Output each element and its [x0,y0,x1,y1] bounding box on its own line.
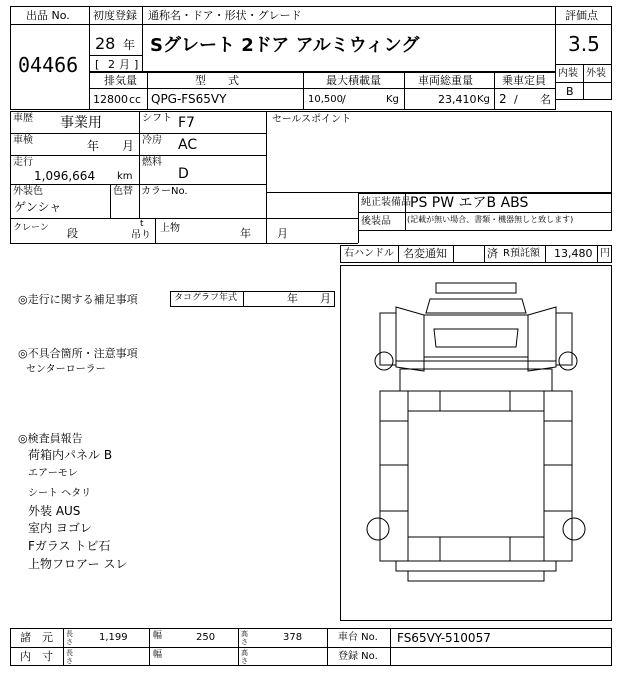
inner-height-label: 高さ [241,649,248,665]
reg-label: 登録 No. [338,651,378,662]
divider [89,24,556,25]
displacement: 12800 [93,93,128,106]
mileage-unit: km [117,171,133,182]
body-box-line [396,561,556,571]
defect-item: センターローラー [26,364,106,375]
reg-year: 28 [95,34,116,53]
body-box [380,391,572,561]
inner-length-label: 長さ [66,649,73,665]
lot-no: 04466 [18,53,79,77]
score-label: 評価点 [565,9,598,22]
divider [243,291,244,307]
equipment: PS PW エアB ABS [410,195,529,211]
fuel-label: 燃料 [142,157,162,168]
chassis: FS65VY-510057 [397,631,491,645]
aftermarket-label: 後装品 [361,216,391,227]
fuel: D [178,166,189,182]
inspector-item: 荷箱内パネル B [28,448,113,462]
recycle-amount: 13,480 [554,247,593,260]
divider [238,628,239,666]
height: 378 [283,632,303,643]
ext-color-label: 外装色 [13,186,43,197]
handle: 右ハンドル [344,248,394,259]
body-year: 年 [240,227,251,240]
displacement-label: 排気量 [104,74,137,87]
divider [63,628,64,666]
ac: AC [178,137,198,153]
capacity-unit: 名 [540,93,551,106]
cab-windshield [424,315,528,357]
interior-label: 内装 [558,68,578,79]
color-no-label: 色替 [113,186,133,197]
body-box-line [440,537,510,561]
defects-title: ◎不具合箇所・注意事項 [18,347,138,360]
mileage: 1,096,664 [34,169,96,183]
score: 3.5 [568,32,600,56]
crane-hoist: 吊り [131,230,151,241]
length-label: 長さ [66,630,73,646]
recycle-label: R預託額 [503,248,540,259]
model-code: QPG-FS65VY [151,92,227,106]
cab-front [556,313,572,365]
divider [89,88,556,89]
recycle-unit: 円 [600,248,610,259]
inspector-item: 室内 ヨゴレ [28,521,92,535]
body-box-inner [408,391,544,561]
divider [494,72,495,110]
crane-label: クレーン [13,223,49,233]
color-code-label: カラーNo. [141,186,188,197]
divider [10,24,90,25]
divider [147,72,148,110]
divider [358,218,359,243]
width-label: 幅 [153,631,163,641]
max-load-unit: Kg [386,94,399,105]
mirror-left [375,352,393,370]
divider [484,245,485,263]
crane-stage: 段 [67,227,78,240]
divider [555,24,612,25]
divider [149,628,150,666]
body-label: 上物 [160,223,180,234]
divider [453,245,454,263]
tacho-label: タコグラフ年式 [174,293,238,303]
reg-month-unit: 月 [119,58,130,71]
history-label: 車歴 [13,113,33,124]
shift: F7 [178,115,195,131]
gross-weight-label: 車両総重量 [418,74,473,87]
inspection-label: 車検 [13,135,33,146]
model-label: 通称名・ドア・形状・グレード [148,9,302,22]
divider [10,218,267,219]
tacho-year: 年 [287,292,298,305]
inspection-month: 月 [122,139,135,153]
lot-no-label: 出品 No. [26,9,70,22]
divider [266,243,358,244]
reg-month: 2 [108,58,115,71]
divider [358,212,612,213]
exterior-label: 外装 [586,68,606,79]
body-box-line [440,391,510,411]
mileage-label: 走行 [13,157,33,168]
capacity: 2 [499,92,507,106]
max-load-label: 最大積載量 [326,74,381,87]
divider [327,628,328,666]
wheel-rear-left [367,518,389,540]
inner-label: 内 寸 [20,650,53,663]
inspector-item: Fガラス トビ石 [28,539,111,553]
reg-year-unit: 年 [123,38,136,52]
tacho-month: 月 [320,292,331,305]
inner-width-label: 幅 [153,650,163,660]
month-bracket-open: [ [95,58,100,71]
divider [139,111,140,218]
aftermarket-note: (記載が無い場合、書類・機器無しと致します) [407,215,574,224]
displacement-unit: cc [129,93,142,106]
ac-label: 冷房 [142,135,162,146]
inspection-year: 年 [87,139,100,153]
gross-weight-unit: Kg [477,94,490,105]
cab-top [426,299,526,313]
body-box-line [408,571,544,581]
divider [155,218,156,244]
inspector-item: シート ヘタリ [28,488,92,499]
divider [266,218,358,219]
cab-panel [434,329,518,347]
inspector-item: 上物フロアー スレ [28,557,128,571]
vehicle-title: Sグレート 2ドア アルミウィング [150,35,420,56]
interior-grade: B [566,85,574,98]
body-box-inner [408,411,544,537]
width: 250 [196,632,216,643]
divider [583,64,584,100]
divider [10,647,612,648]
mirror-right [559,352,577,370]
crane-t: t [140,219,144,229]
truck-diagram [340,265,612,621]
ext-color: ゲンシャ [14,200,62,214]
equipment-label: 純正装備品 [361,197,411,208]
gross-weight: 23,410 [438,93,477,106]
divider [390,628,391,666]
divider [545,245,546,263]
length: 1,199 [99,632,128,643]
divider [142,6,143,72]
divider [89,55,142,56]
chassis-label: 車台 No. [338,632,378,643]
inspector-title: ◎検査員報告 [18,432,83,445]
max-load-sep: / [342,93,346,106]
height-label: 高さ [241,630,248,646]
capacity-label: 乗車定員 [502,74,546,87]
month-bracket-close: ] [134,58,139,71]
driving-notes-title: ◎走行に関する補足事項 [18,293,138,306]
dims-label: 諸 元 [20,631,53,644]
capacity-sep: / [514,93,518,106]
body-month: 月 [277,227,288,240]
divider [404,72,405,110]
wheel-rear-right [563,518,585,540]
shift-label: シフト [142,113,172,124]
cab-base [400,369,552,391]
inspector-item: エアーモレ [28,468,78,479]
divider [303,72,304,110]
cab-front [380,313,396,365]
sales-point-label: セールスポイント [272,114,352,125]
divider [398,245,399,263]
model-code-label: 型 式 [195,74,239,87]
divider [597,245,598,263]
divider [110,184,111,218]
inspector-item: 外装 AUS [28,504,81,518]
name-change-label: 名変通知 [403,247,447,260]
cab-roof [436,283,516,293]
recycle-mark: 済 [487,247,498,260]
history: 事業用 [60,115,102,131]
first-reg-label: 初度登録 [93,9,137,22]
max-load: 10,500 [308,94,343,105]
